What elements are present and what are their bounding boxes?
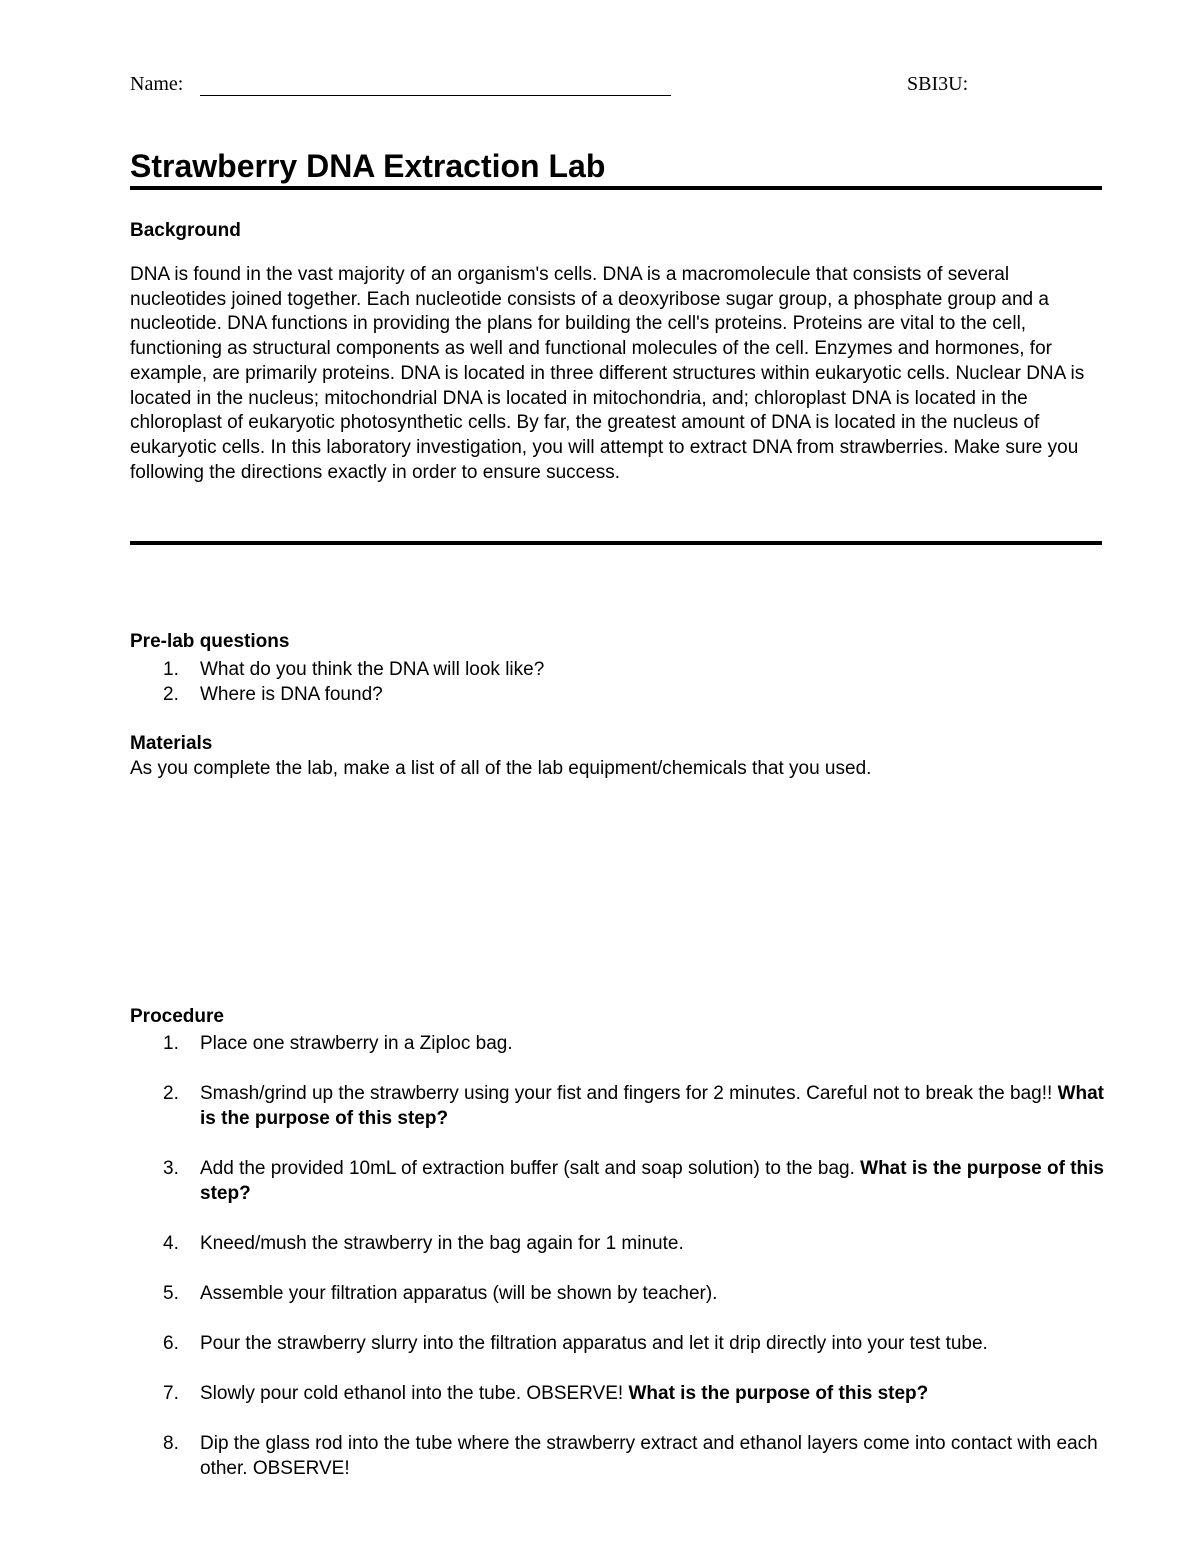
procedure-step: 8. Dip the glass rod into the tube where the strawberry extract and ethanol layers come into contact with each other. OBSERVE! <box>163 1433 1098 1479</box>
course-label: SBI3U: <box>907 73 969 95</box>
title-divider <box>130 186 1102 190</box>
procedure-step: 2. Smash/grind up the strawberry using your fist and fingers for 2 minutes. Careful not to break the bag!! What is the purpose of this step? <box>163 1083 1104 1129</box>
procedure-step: 6. Pour the strawberry slurry into the filtration apparatus and let it drip directly into your test tube. <box>163 1333 988 1354</box>
procedure-step: 3. Add the provided 10mL of extraction buffer (salt and soap solution) to the bag. What is the purpose of this step? <box>163 1158 1104 1204</box>
procedure-heading: Procedure <box>130 1006 224 1027</box>
materials-text: As you complete the lab, make a list of all of the lab equipment/chemicals that you used. <box>130 758 872 779</box>
step-question: What is the purpose of this step? <box>200 1083 1104 1129</box>
name-label: Name: <box>130 73 184 95</box>
procedure-list <box>130 1031 1125 1481</box>
materials-heading: Materials <box>130 733 213 754</box>
page-title: Strawberry DNA Extraction Lab <box>130 148 606 184</box>
prelab-list <box>130 657 1125 707</box>
background-heading: Background <box>130 220 241 241</box>
procedure-step: 1. Place one strawberry in a Ziploc bag. <box>163 1033 513 1054</box>
name-blank-line <box>200 95 671 96</box>
prelab-heading: Pre-lab questions <box>130 631 290 652</box>
section-divider <box>130 541 1102 545</box>
background-paragraph: DNA is found in the vast majority of an organism's cells. DNA is a macromolecule that consists of several nucleotides joined together. Each nucleotide consists of a deoxyribose sugar group, a phosphate group and a nucleotide. DNA functions in providing the plans for building the cell's proteins. Proteins are vital to the cell, functioning as structural components as well and functional molecules of the cell. Enzymes and hormones, for example, are primarily proteins. DNA is located in three different structures within eukaryotic cells. Nuclear DNA is located in the nucleus; mitochondrial DNA is located in mitochondria, and; chloroplast DNA is located in the chloroplast of eukaryotic photosynthetic cells. By far, the greatest amount of DNA is located in the nucleus of eukaryotic cells. In this laboratory investigation, you will attempt to extract DNA from strawberries. Make sure you following the directions exactly in order to ensure success. <box>130 264 1085 483</box>
procedure-step: 4. Kneed/mush the strawberry in the bag again for 1 minute. <box>163 1233 684 1254</box>
step-question: What is the purpose of this step? <box>628 1383 929 1404</box>
step-question: What is the purpose of this step? <box>200 1158 1104 1204</box>
header-row <box>130 73 1102 101</box>
list-item: 1. What do you think the DNA will look like? <box>163 659 545 680</box>
list-item: 2. Where is DNA found? <box>163 684 383 705</box>
procedure-step: 5. Assemble your filtration apparatus (will be shown by teacher). <box>163 1283 718 1304</box>
procedure-step: 7. Slowly pour cold ethanol into the tube. OBSERVE! What is the purpose of this step? <box>163 1383 929 1404</box>
